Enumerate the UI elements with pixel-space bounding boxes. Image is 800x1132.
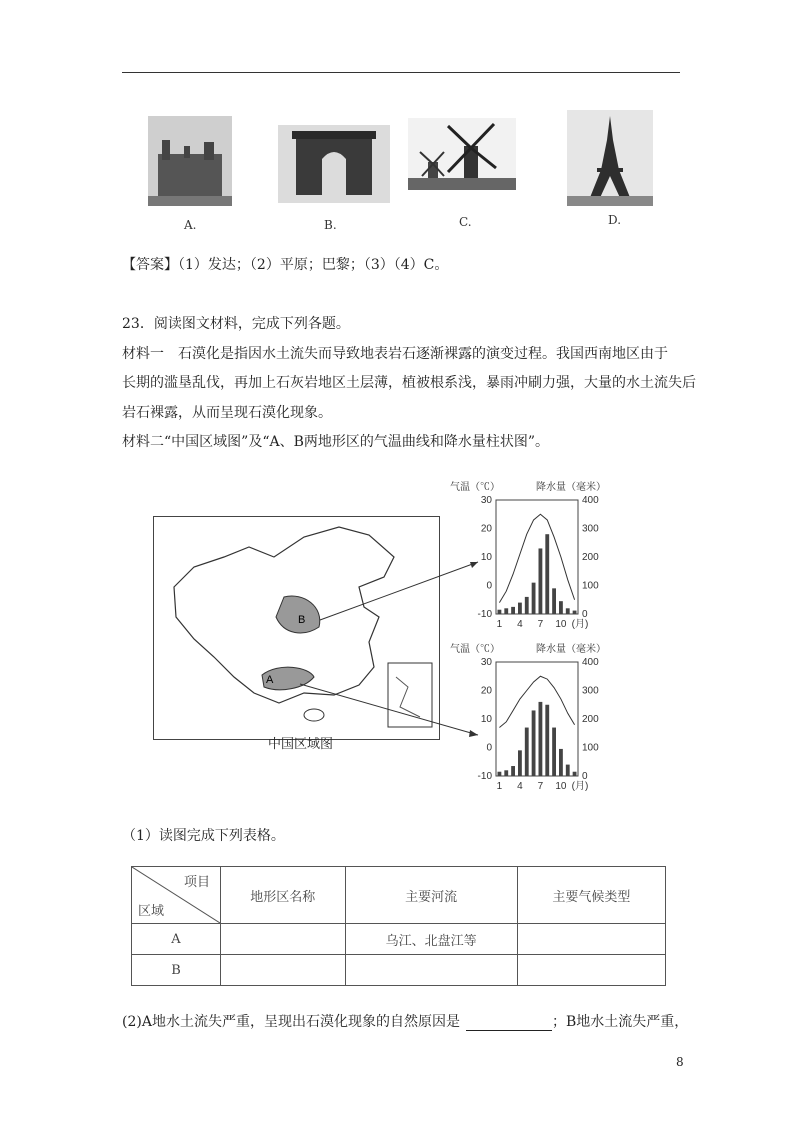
table-row — [132, 924, 666, 955]
material-1-line-1: 材料一 石漠化是指因水土流失而导致地表岩石逐渐裸露的演变过程。我国西南地区由于 — [122, 346, 668, 362]
month-tick-label: 10 — [555, 619, 567, 630]
answer-blank[interactable] — [517, 955, 665, 986]
precip-bar — [573, 772, 577, 776]
temp-tick-label: -10 — [477, 609, 492, 620]
precip-bar — [518, 750, 522, 776]
temp-tick-label: 10 — [480, 552, 492, 563]
image-label-c: C. — [459, 215, 472, 229]
temp-tick-label: -10 — [477, 771, 492, 782]
material-2: 材料二“中国区域图”及“A、B两地形区的气温曲线和降水量柱状图”。 — [122, 434, 550, 450]
subquestion-1: （1）读图完成下列表格。 — [122, 828, 285, 844]
precip-bar — [525, 597, 529, 614]
precip-tick-label: 100 — [582, 742, 599, 754]
month-tick-label: (月) — [571, 781, 589, 792]
month-tick-label: 4 — [517, 781, 523, 792]
precip-tick-label: 200 — [582, 714, 599, 725]
material-1-line-2: 长期的滥垦乱伐，再加上石灰岩地区土层薄，植被根系浅，暴雨冲刷力强，大量的水土流失后 — [122, 375, 696, 391]
subquestion-2-right: ；B地水土流失严重， — [552, 1014, 689, 1030]
header-river: 主要河流 — [345, 867, 517, 924]
precip-bar — [566, 608, 570, 614]
map-title: 中国区域图 — [268, 737, 334, 752]
river-cell: 乌江、北盘江等 — [345, 924, 517, 955]
page-number: 8 — [676, 1055, 684, 1069]
corner-top: 项目 — [183, 875, 210, 890]
precip-bar — [498, 610, 502, 614]
question-23-intro: 23．阅读图文材料，完成下列各题。 — [122, 316, 350, 332]
month-tick-label: 1 — [496, 781, 503, 792]
precip-bar — [573, 611, 577, 614]
material-1-line-3: 岩石裸露，从而呈现石漠化现象。 — [122, 405, 332, 421]
precip-bar — [518, 603, 522, 614]
temp-tick-label: 10 — [480, 714, 492, 725]
precip-bar — [498, 772, 502, 776]
image-label-d: D. — [608, 213, 622, 227]
temp-axis-label: 气温（℃） — [450, 644, 500, 655]
precip-bar — [559, 749, 563, 776]
region-cell: B — [132, 955, 221, 986]
precip-bar — [566, 765, 570, 776]
precip-tick-label: 300 — [582, 523, 599, 535]
temp-tick-label: 20 — [480, 685, 492, 697]
month-tick-label: (月) — [571, 619, 589, 630]
temp-tick-label: 30 — [480, 657, 492, 668]
answer-blank-line[interactable] — [466, 1030, 552, 1031]
precip-tick-label: 300 — [582, 685, 599, 697]
precip-bar — [532, 583, 536, 614]
precip-bar — [552, 728, 556, 776]
corner-bottom: 区域 — [138, 904, 165, 919]
precip-bar — [552, 588, 556, 614]
header-landform: 地形区名称 — [221, 867, 346, 924]
answer-blank[interactable] — [517, 924, 665, 955]
precip-bar — [511, 766, 515, 776]
image-label-b: B. — [324, 218, 337, 232]
temp-tick-label: 20 — [480, 523, 492, 535]
answer-blank[interactable] — [221, 924, 346, 955]
table-corner — [132, 867, 221, 924]
precip-bar — [525, 728, 529, 776]
precip-tick-label: 400 — [582, 495, 599, 506]
precip-bar — [539, 548, 543, 614]
temperature-line — [499, 676, 574, 727]
month-tick-label: 4 — [517, 619, 523, 630]
precip-bar — [504, 608, 508, 614]
temp-axis-label: 气温（℃） — [450, 482, 500, 493]
month-tick-label: 10 — [555, 781, 567, 792]
precip-bar — [511, 607, 515, 614]
region-cell: A — [132, 924, 221, 955]
temp-tick-label: 0 — [486, 580, 492, 592]
precip-axis-label: 降水量（毫米） — [536, 644, 606, 655]
precip-bar — [545, 534, 549, 614]
month-tick-label: 7 — [537, 781, 544, 792]
month-tick-label: 1 — [496, 619, 503, 630]
climate-chart-a — [448, 640, 618, 800]
image-label-a: A. — [184, 218, 197, 232]
header-climate: 主要气候类型 — [517, 867, 665, 924]
precip-bar — [559, 601, 563, 614]
precip-bar — [532, 710, 536, 776]
precip-tick-label: 0 — [582, 771, 588, 782]
answer-table — [131, 866, 666, 986]
temp-tick-label: 0 — [486, 742, 492, 754]
precip-bar — [539, 702, 543, 776]
temp-tick-label: 30 — [480, 495, 492, 506]
month-tick-label: 7 — [537, 619, 544, 630]
precip-axis-label: 降水量（毫米） — [536, 482, 606, 493]
answer-blank[interactable] — [345, 955, 517, 986]
precip-tick-label: 400 — [582, 657, 599, 668]
precip-tick-label: 100 — [582, 580, 599, 592]
precip-tick-label: 0 — [582, 609, 588, 620]
temperature-line — [499, 514, 574, 602]
answer-line: 【答案】（1）发达；（2）平原；巴黎；（3）（4）C。 — [122, 257, 449, 273]
answer-blank[interactable] — [221, 955, 346, 986]
precip-bar — [545, 705, 549, 776]
precip-bar — [504, 770, 508, 776]
map-label-a: A — [266, 674, 274, 686]
table-row — [132, 955, 666, 986]
precip-tick-label: 200 — [582, 552, 599, 563]
map-label-b: B — [298, 614, 306, 626]
subquestion-2-left: (2)A地水土流失严重，呈现出石漠化现象的自然原因是 — [122, 1014, 460, 1030]
climate-chart-b — [448, 478, 618, 638]
